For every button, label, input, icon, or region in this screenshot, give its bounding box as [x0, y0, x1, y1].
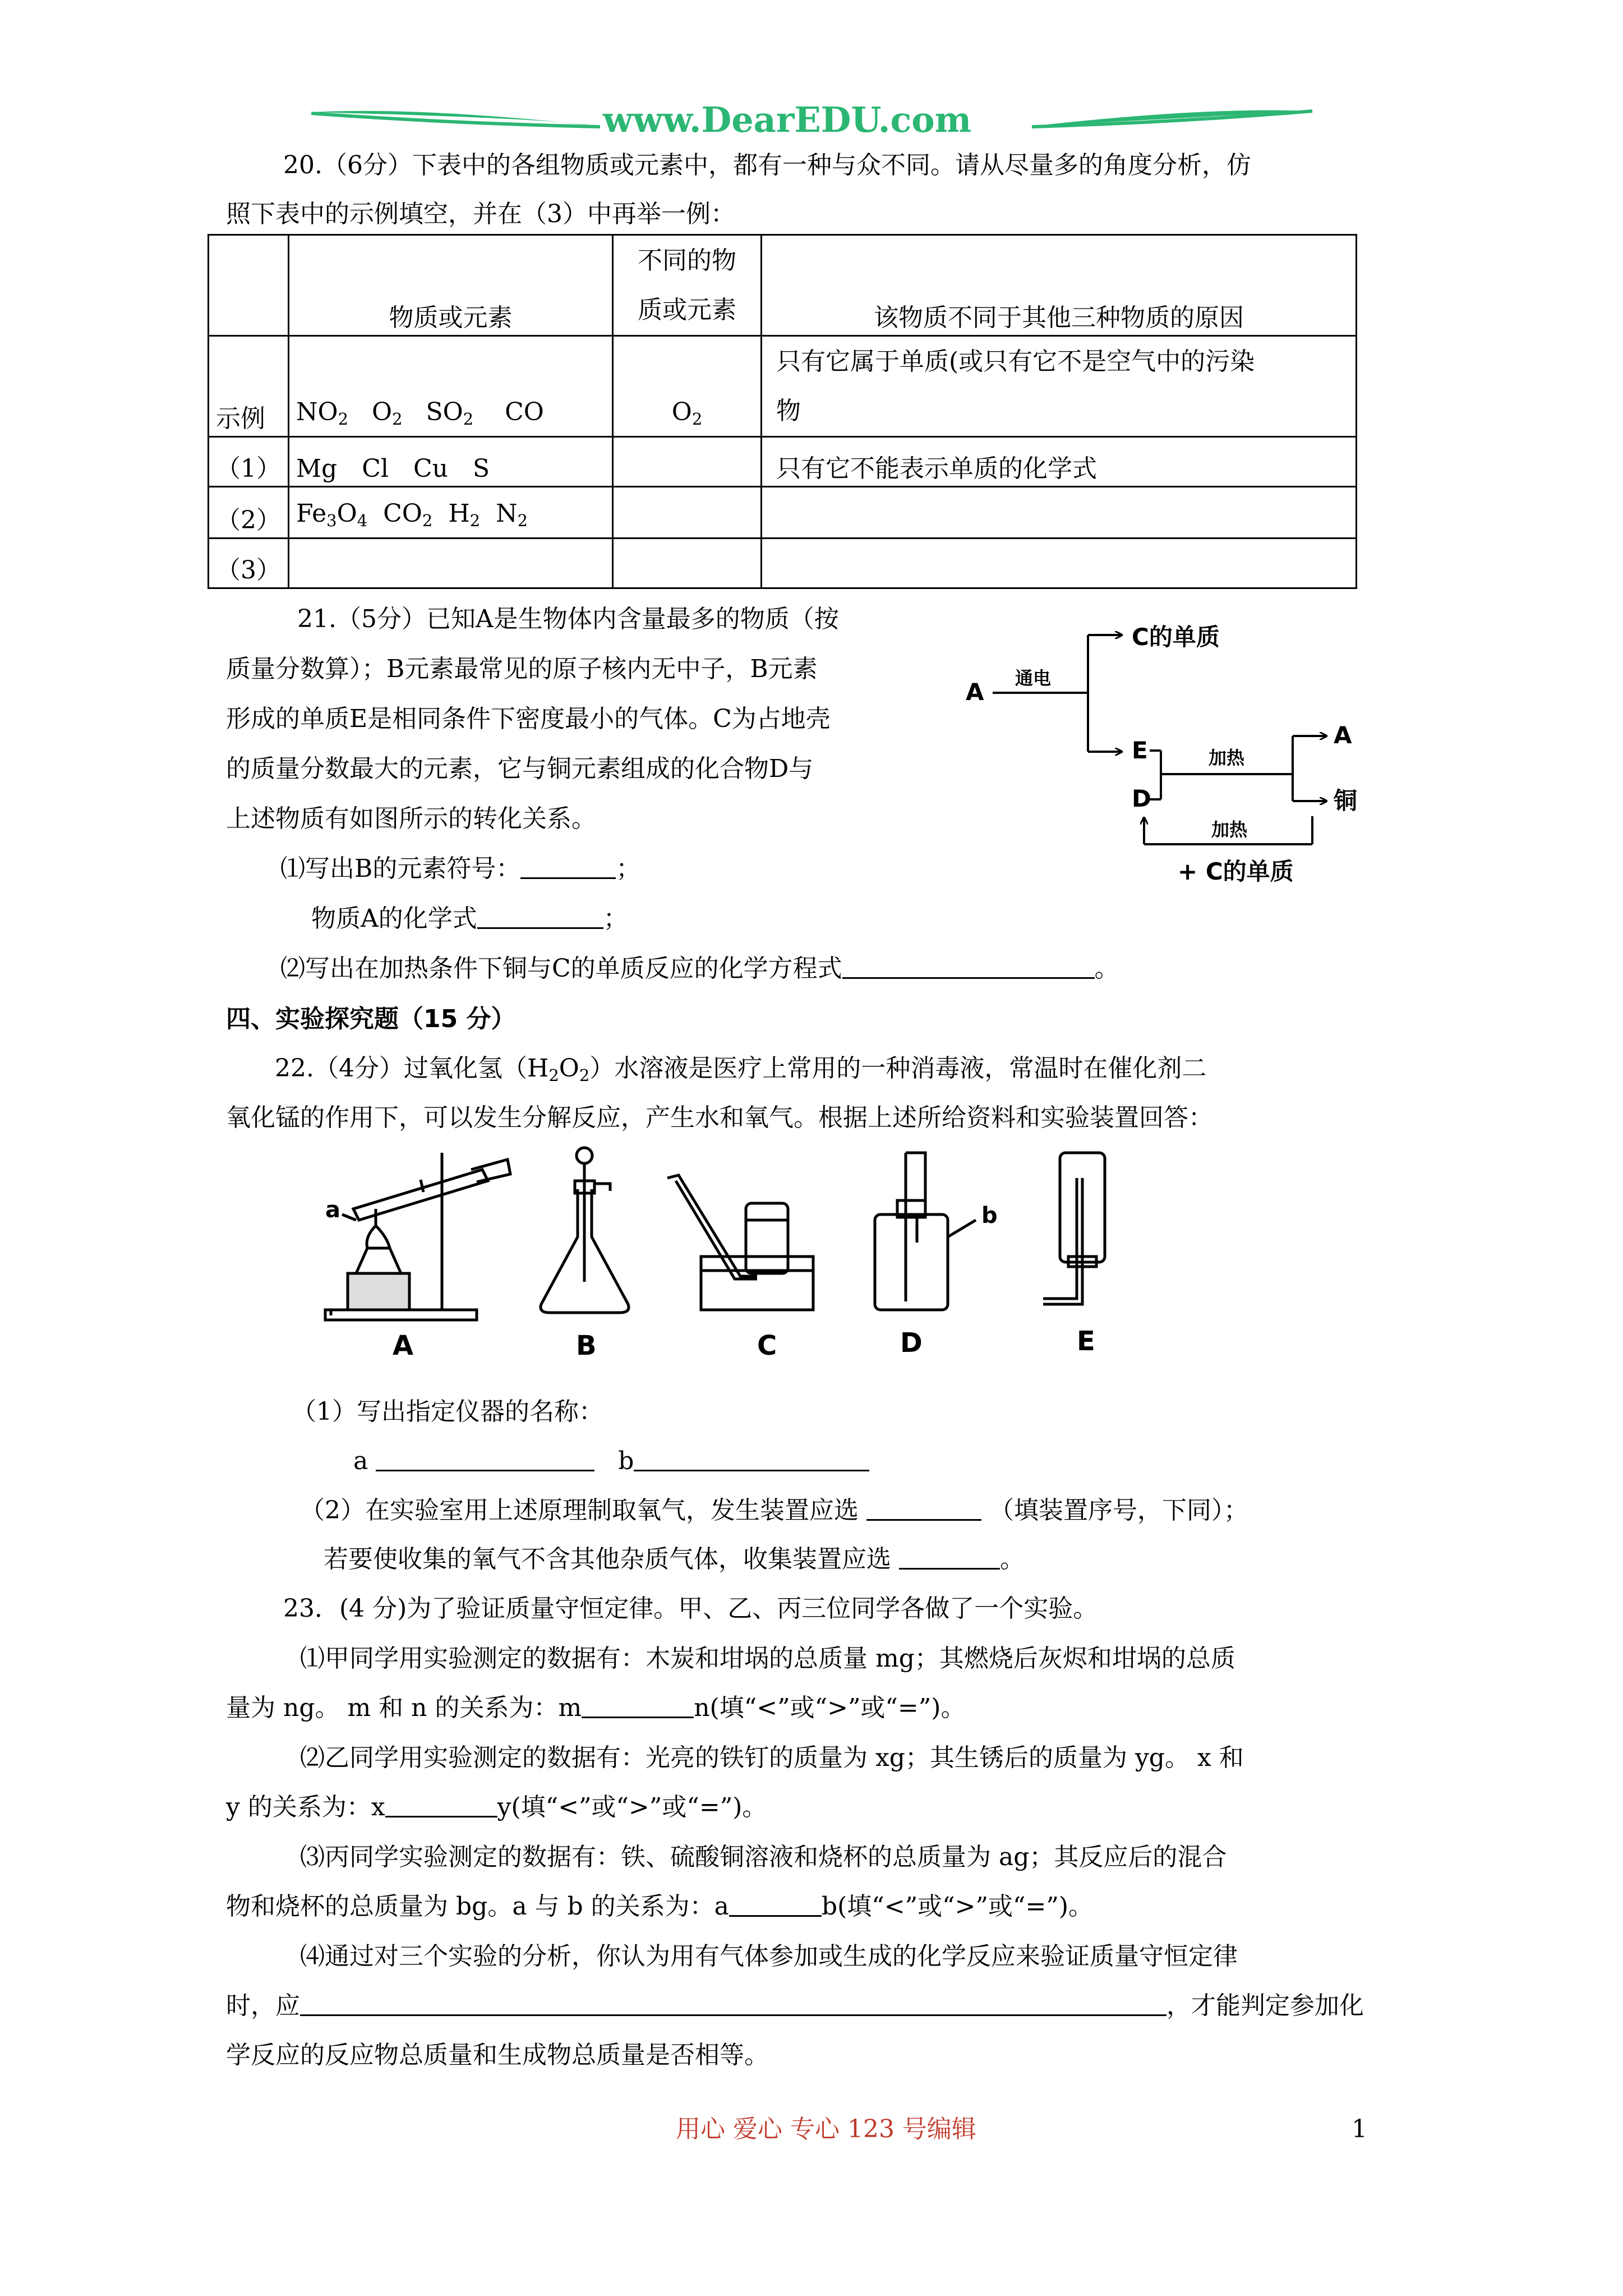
answer-blank[interactable]: [385, 1793, 497, 1818]
apparatus-d: [875, 1153, 976, 1310]
q21-line5: 上述物质有如图所示的转化关系。: [226, 804, 596, 833]
q22-part1: （1）写出指定仪器的名称：: [292, 1397, 603, 1426]
answer-blank[interactable]: [520, 855, 616, 879]
q21-part1a: ⑴写出B的元素符号： ；: [280, 854, 641, 883]
q20-line2: 照下表中的示例填空，并在（3）中再举一例：: [226, 200, 735, 228]
header-diff: 不同的物 质或元素: [613, 235, 762, 336]
q23-part3-line2: 物和烧杯的总质量为 bg。a 与 b 的关系为：a b(填“<”或“>”或“=”)。: [226, 1892, 1093, 1921]
q21-line4: 的质量分数最大的元素，它与铜元素组成的化合物D与: [226, 754, 814, 783]
apparatus-a: [325, 1153, 510, 1320]
q23-part4-line3: 学反应的反应物总质量和生成物总质量是否相等。: [226, 2041, 769, 2069]
answer-blank[interactable]: [842, 955, 1095, 979]
row-label: 示例: [209, 336, 289, 437]
answer-blank[interactable]: [899, 1545, 1000, 1570]
row-substances: [289, 539, 613, 588]
apparatus-label-e: E: [1077, 1326, 1095, 1357]
q20-table: [208, 234, 1357, 589]
q23-part2-line1: ⑵乙同学用实验测定的数据有：光亮的铁钉的质量为 xg；其生锈后的质量为 yg。 x 和: [300, 1743, 1244, 1772]
row-reason: 只有它不能表示单质的化学式: [762, 437, 1357, 487]
section-4-title: 四、实验探究题（15 分）: [226, 1005, 516, 1033]
q23-intro: 23．(4 分)为了验证质量守恒定律。甲、乙、丙三位同学各做了一个实验。: [283, 1594, 1098, 1623]
table-row: [209, 487, 1357, 539]
node-c-single: C的单质: [1132, 623, 1220, 651]
node-a-product: A: [1334, 721, 1352, 749]
apparatus-c: [667, 1175, 813, 1310]
apparatus-label-b: B: [576, 1330, 597, 1361]
apparatus-e: [1043, 1153, 1105, 1304]
answer-blank[interactable]: [300, 1992, 1166, 2016]
row-diff: [613, 437, 762, 487]
apparatus-b: [541, 1148, 629, 1313]
answer-blank[interactable]: [582, 1694, 694, 1718]
apparatus-label-c: C: [757, 1330, 777, 1361]
q21-line1: 21.（5分）已知A是生物体内含量最多的物质（按: [297, 605, 839, 633]
answer-blank[interactable]: [729, 1893, 822, 1917]
node-e: E: [1132, 737, 1148, 764]
label-electrolysis: 通电: [1015, 668, 1052, 689]
answer-blank-b[interactable]: [634, 1447, 869, 1471]
row-label: （3）: [209, 539, 289, 588]
q23-part4-line1: ⑷通过对三个实验的分析，你认为用有气体参加或生成的化学反应来验证质量守恒定律: [300, 1942, 1238, 1971]
node-copper: 铜: [1334, 787, 1358, 815]
row-reason: [762, 539, 1357, 588]
apparatus-label-d: D: [900, 1327, 923, 1359]
row-label: （1）: [209, 437, 289, 487]
row-reason: 只有它属于单质(或只有它不是空气中的污染 物: [762, 336, 1357, 437]
q23-part1-line2: 量为 ng。 m 和 n 的关系为：m n(填“<”或“>”或“=”)。: [226, 1694, 966, 1722]
q21-part1b: 物质A的化学式 ；: [311, 904, 628, 933]
row-substances: Mg Cl Cu S: [289, 437, 613, 487]
q21-line3: 形成的单质E是相同条件下密度最小的气体。C为占地壳: [226, 705, 831, 733]
table-header-row: [209, 235, 1357, 336]
label-b-pointer: b: [981, 1203, 998, 1228]
row-substances: $NO_2$ $O_2$ $SO_2$ CO: [289, 336, 613, 437]
answer-blank[interactable]: [477, 905, 603, 929]
site-banner: www.DearEDU.com: [603, 99, 972, 140]
q23-part2-line2: y 的关系为：x y(填“<”或“>”或“=”)。: [226, 1793, 767, 1821]
q22-line1: 22.（4分）过氧化氢$(H_2O_2)$水溶液是医疗上常用的一种消毒液，常温时在催化剂二: [275, 1054, 1207, 1085]
page-number: 1: [1352, 2115, 1367, 2143]
table-row: [209, 539, 1357, 588]
q21-line2: 质量分数算）；B元素最常见的原子核内无中子，B元素: [226, 655, 818, 683]
q21-part2: ⑵写出在加热条件下铜与C的单质反应的化学方程式 。: [280, 954, 1119, 983]
row-substances: $Fe_3O_4$ $CO_2$ $H_2$ $N_2$: [289, 487, 613, 539]
q22-apparatus-figure: [314, 1142, 1166, 1377]
table-row: [209, 336, 1357, 437]
apparatus-label-a: A: [393, 1330, 414, 1361]
q23-part3-line1: ⑶丙同学实验测定的数据有：铁、硫酸铜溶液和烧杯的总质量为 ag；其反应后的混合: [300, 1843, 1227, 1871]
row-label: （2）: [209, 487, 289, 539]
q22-part2b: 若要使收集的氧气不含其他杂质气体，收集装置应选 。: [324, 1545, 1025, 1573]
row-diff: [613, 539, 762, 588]
header-reason: 该物质不同于其他三种物质的原因: [762, 235, 1357, 336]
q21-transformation-diagram: [953, 606, 1380, 898]
node-d: D: [1132, 785, 1151, 812]
q23-part4-line2: 时，应 ，才能判定参加化: [226, 1991, 1364, 2020]
label-heat-1: 加热: [1209, 747, 1245, 769]
label-a-pointer: a: [325, 1197, 340, 1223]
row-diff: $O_2$: [613, 336, 762, 437]
row-reason: [762, 487, 1357, 539]
node-plus-c-single: + C的单质: [1178, 858, 1294, 885]
q23-part1-line1: ⑴甲同学用实验测定的数据有：木炭和坩埚的总质量 mg；其燃烧后灰烬和坩埚的总质: [300, 1644, 1235, 1673]
q22-line2: 氧化锰的作用下，可以发生分解反应，产生水和氧气。根据上述所给资料和实验装置回答：: [226, 1103, 1213, 1132]
node-a: A: [966, 678, 984, 706]
q20-line1: 20.（6分）下表中的各组物质或元素中，都有一种与众不同。请从尽量多的角度分析，仿: [283, 151, 1251, 180]
table-row: [209, 437, 1357, 487]
answer-blank-a[interactable]: [376, 1447, 594, 1471]
label-heat-2: 加热: [1211, 819, 1248, 840]
q22-part2a: （2）在实验室用上述原理制取氧气，发生装置应选 （填装置序号，下同）；: [300, 1496, 1248, 1525]
footer-editor-note: 用心 爱心 专心 123 号编辑: [676, 2115, 976, 2143]
header-substances: 物质或元素: [289, 235, 613, 336]
q22-part1-blanks: a b: [353, 1444, 869, 1478]
answer-blank[interactable]: [866, 1497, 981, 1521]
table-header-blank: [209, 235, 289, 336]
row-diff: [613, 487, 762, 539]
